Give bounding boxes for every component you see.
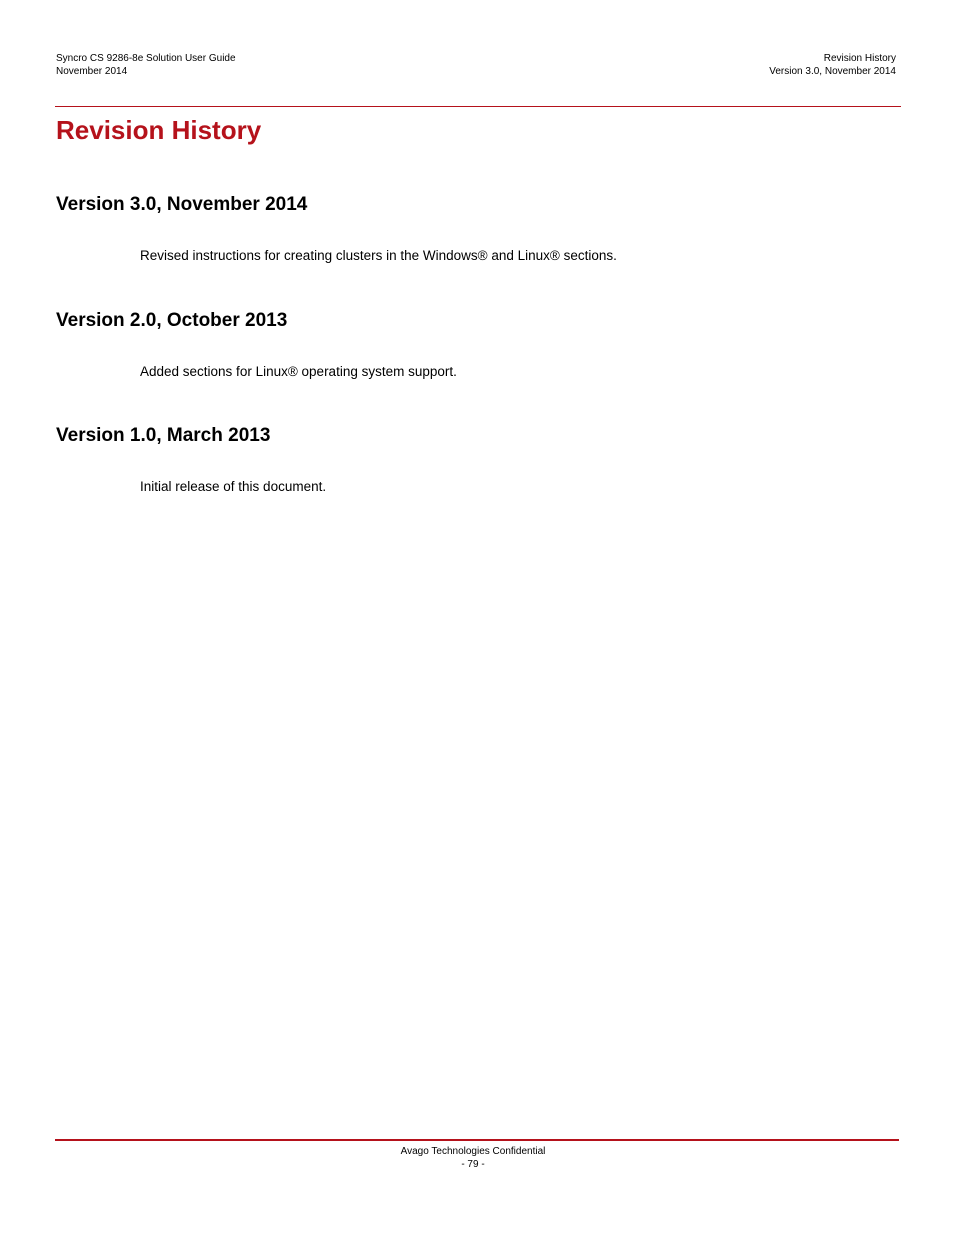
running-header-left xyxy=(56,53,236,78)
confidentiality-notice: Avago Technologies Confidential xyxy=(400,1146,546,1157)
header-divider xyxy=(55,106,901,107)
section-body-version-3: Revised instructions for creating clusters in the Windows® and Linux® sections. xyxy=(140,248,617,263)
section-heading-version-2: Version 2.0, October 2013 xyxy=(56,310,288,331)
page-number: - 79 - xyxy=(461,1158,485,1170)
chapter-version: Version 3.0, November 2014 xyxy=(769,65,896,77)
page-title: Revision History xyxy=(56,115,262,145)
running-footer xyxy=(0,1146,946,1171)
section-body-version-2: Added sections for Linux® operating system support. xyxy=(140,364,457,379)
chapter-name: Revision History xyxy=(823,53,896,64)
section-heading-version-3: Version 3.0, November 2014 xyxy=(56,194,308,215)
section-heading-version-1: Version 1.0, March 2013 xyxy=(56,425,271,446)
section-body-version-1: Initial release of this document. xyxy=(140,479,327,494)
footer-divider xyxy=(55,1139,899,1141)
document-date: November 2014 xyxy=(56,65,128,77)
running-header-right xyxy=(769,53,896,78)
document-title: Syncro CS 9286-8e Solution User Guide xyxy=(56,53,236,64)
